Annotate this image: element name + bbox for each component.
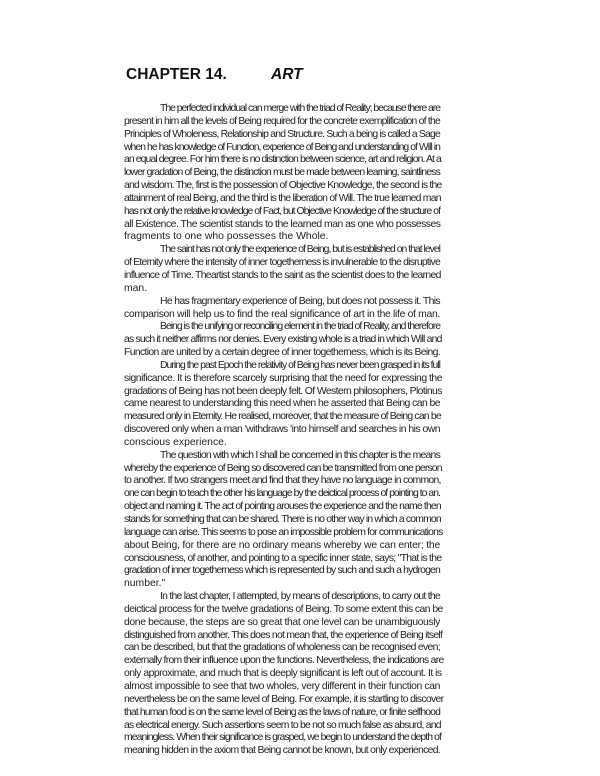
text-line: as such it neither affirms nor denies. Every existing whole is a triad in which Will and [124, 334, 442, 346]
text-line: conscious experience. [124, 436, 227, 448]
text-line: when he has knowledge of Function, experience of Being and understanding of Will in [124, 141, 440, 153]
text-line: The saint has not only the experience of Being, but is established on that level [160, 244, 440, 256]
text-line: done because, the steps are so great that one level can be unambiguously [124, 616, 441, 628]
text-line: comparison will help us to find the real significance of art in the life of man. [124, 308, 440, 320]
text-line: He has fragmentary experience of Being, but does not possess it. This [160, 295, 440, 307]
text-line: as electrical energy. Such assertions seem to be not so much false as absurd, and [124, 719, 441, 731]
text-line: The question with which I shall be concerned in this chapter is the means [160, 449, 440, 461]
text-line: consciousness, of another, and pointing to a specific inner state, says; "That is the [124, 552, 442, 564]
paragraph [124, 296, 464, 322]
text-line: externally from their influence upon the functions. Nevertheless, the indications are [124, 655, 444, 667]
text-line: only approximate, and much that is deeply significant is left out of account. It is [124, 668, 442, 680]
text-line: meaning hidden in the axiom that Being cannot be known, but only experienced. [124, 745, 440, 757]
text-line: The perfected individual can merge with the triad of Reality; because there are [160, 103, 440, 114]
paragraph [124, 450, 464, 591]
text-line: gradation of inner togetherness which is represented by such and such a hydrogen [124, 565, 440, 577]
text-line: measured only in Eternity. He realised, moreover, that the measure of Being can be [124, 411, 441, 423]
text-line: lower gradation of Being, the distinction must be made between learning, saintliness [124, 167, 440, 179]
text-line: almost impossible to see that two wholes, very different in their function can [124, 680, 440, 692]
text-line: Being is the unifying or reconciling element in the triad of Reality, and therefore [160, 321, 440, 333]
text-line: language can arise. This seems to pose an impossible problem for communications [124, 526, 443, 538]
text-line: fragments to one who possesses the Whole. [124, 231, 329, 243]
paragraph [124, 103, 464, 244]
text-line: present in him all the levels of Being required for the concrete exemplification of the [124, 115, 440, 127]
chapter-body [124, 103, 464, 758]
chapter-number: CHAPTER 14. [126, 66, 227, 83]
text-line: man. [124, 282, 148, 294]
paragraph [124, 360, 464, 450]
text-line: object and naming it. The act of pointing arouses the experience and the name then [124, 501, 441, 513]
text-line: nevertheless be on the same level of Being. For example, it is startling to discover [124, 693, 444, 705]
text-line: stands for something that can be shared. There is no other way in which a common [124, 514, 441, 525]
text-line: influence of Time. Theartist stands to the saint as the scientist does to the learned [124, 269, 441, 281]
text-line: about Being, for there are no ordinary means whereby we can enter; the [124, 539, 440, 551]
text-line: distinguished from another. This does not mean that, the experience of Being itself [124, 629, 443, 641]
paragraph [124, 591, 464, 758]
chapter-title: ART [271, 66, 303, 83]
text-line: In the last chapter, I attempted, by means of descriptions, to carry out the [160, 591, 440, 603]
text-line: all Existence. The scientist stands to the learned man as one who possesses [124, 218, 441, 230]
text-line: Function are united by a certain degree of inner togetherness, which is its Being. [124, 347, 440, 359]
text-line: that human food is on the same level of Being as the laws of nature, or finite selfhood [124, 706, 440, 718]
text-line: gradations of Being has not been deeply felt. Of Western philosophers, Plotinus [124, 385, 442, 397]
text-line: number." [124, 578, 166, 590]
text-line: to another. If two strangers meet and find that they have no language in common, [124, 475, 441, 487]
text-line: can be described, but that the gradations of wholeness can be recognised even; [124, 642, 440, 654]
text-line: During the past Epoch the relativity of Being has never been grasped in its full [160, 359, 440, 371]
text-line: and wisdom. The, first is the possession of Objective Knowledge, the second is the [124, 180, 442, 192]
text-line: has not only the relative knowledge of Fact, but Objective Knowledge of the structure of [124, 205, 440, 217]
text-line: one can begin to teach the other his language by the deictical process of pointing to an. [124, 488, 440, 500]
text-line: significance. It is therefore scarcely surprising that the need for expressing the [124, 372, 442, 384]
text-line: whereby the experience of Being so discovered can be transmitted from one person [124, 462, 442, 474]
text-line: attainment of real Being, and the third is the liberation of Will. The true learned man [124, 192, 441, 204]
text-line: meaningless. When their significance is grasped, we begin to understand the depth of [124, 732, 441, 744]
text-line: came nearest to understanding this need when he asserted that Being can be [124, 398, 440, 410]
text-line: deictical process for the twelve gradations of Being. To some extent this can be [124, 603, 443, 615]
paragraph [124, 321, 464, 360]
text-line: discovered only when a man 'withdraws 'into himself and searches in his own [124, 424, 440, 436]
text-line: of Eternity where the intensity of inner togetherness is invulnerable to the disruptive [124, 257, 440, 269]
text-line: Principles of Wholeness, Relationship and Structure. Such a being is called a Sage [124, 128, 440, 140]
text-line: an equal degree. For him there is no distinction between science, art and religion. At a [124, 154, 441, 166]
paragraph [124, 244, 464, 295]
